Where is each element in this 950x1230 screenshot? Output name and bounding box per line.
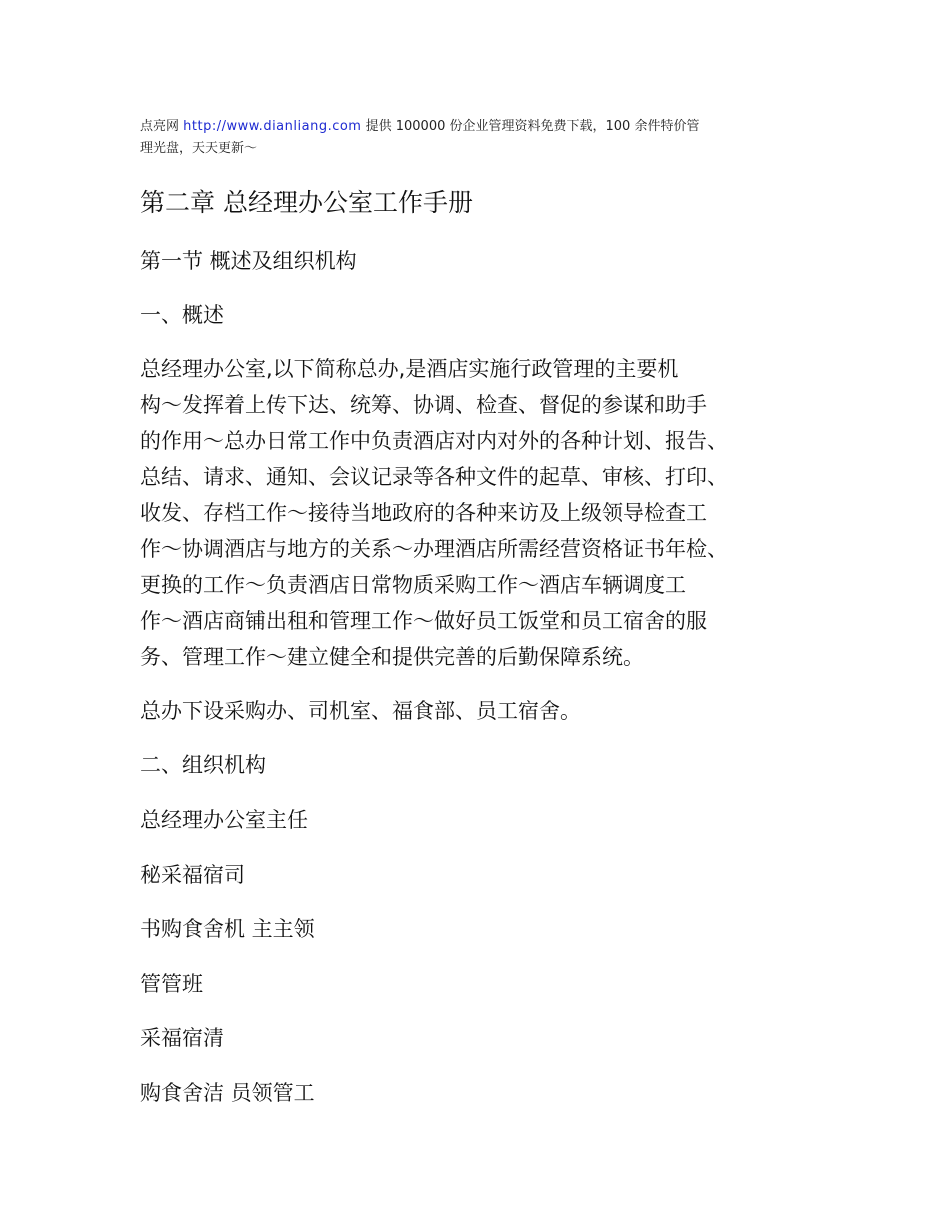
header-prefix: 点亮网 xyxy=(140,119,180,134)
departments-line: 总办下设采购办、司机室、福食部、员工宿舍。 xyxy=(140,699,581,723)
chapter-title: 第二章 总经理办公室工作手册 xyxy=(140,188,473,217)
paragraph-line: 总结、请求、通知、会议记录等各种文件的起草、审核、打印、 xyxy=(140,465,728,489)
org-line: 采福宿清 xyxy=(140,1026,224,1050)
header-suffix: 提供 100000 份企业管理资料免费下载，100 余件特价管 xyxy=(365,119,700,134)
section-title: 第一节 概述及组织机构 xyxy=(140,249,357,273)
paragraph-line: 作～协调酒店与地方的关系～办理酒店所需经营资格证书年检、 xyxy=(140,537,728,561)
header-line2: 理光盘，天天更新～ xyxy=(140,141,258,156)
org-line: 总经理办公室主任 xyxy=(140,808,308,832)
org-line: 秘采福宿司 xyxy=(140,863,245,887)
org-line: 书购食舍机 主主领 xyxy=(140,917,315,941)
org-line: 管管班 xyxy=(140,972,203,996)
paragraph-line: 收发、存档工作～接待当地政府的各种来访及上级领导检查工 xyxy=(140,501,707,525)
paragraph-line: 构～发挥着上传下达、统筹、协调、检查、督促的参谋和助手 xyxy=(140,393,707,417)
org-line: 购食舍洁 员领管工 xyxy=(140,1081,315,1105)
subsection-overview: 一、概述 xyxy=(140,303,224,327)
header-note xyxy=(140,116,812,160)
overview-paragraph xyxy=(140,351,812,675)
paragraph-line: 作～酒店商铺出租和管理工作～做好员工饭堂和员工宿舍的服 xyxy=(140,609,707,633)
paragraph-line: 更换的工作～负责酒店日常物质采购工作～酒店车辆调度工 xyxy=(140,573,686,597)
website-link[interactable]: http://www.dianliang.com xyxy=(183,119,362,134)
subsection-organization: 二、组织机构 xyxy=(140,753,266,777)
paragraph-line: 务、管理工作～建立健全和提供完善的后勤保障系统。 xyxy=(140,645,644,669)
paragraph-line: 的作用～总办日常工作中负责酒店对内对外的各种计划、报告、 xyxy=(140,429,728,453)
paragraph-line: 总经理办公室,以下简称总办,是酒店实施行政管理的主要机 xyxy=(140,357,679,381)
